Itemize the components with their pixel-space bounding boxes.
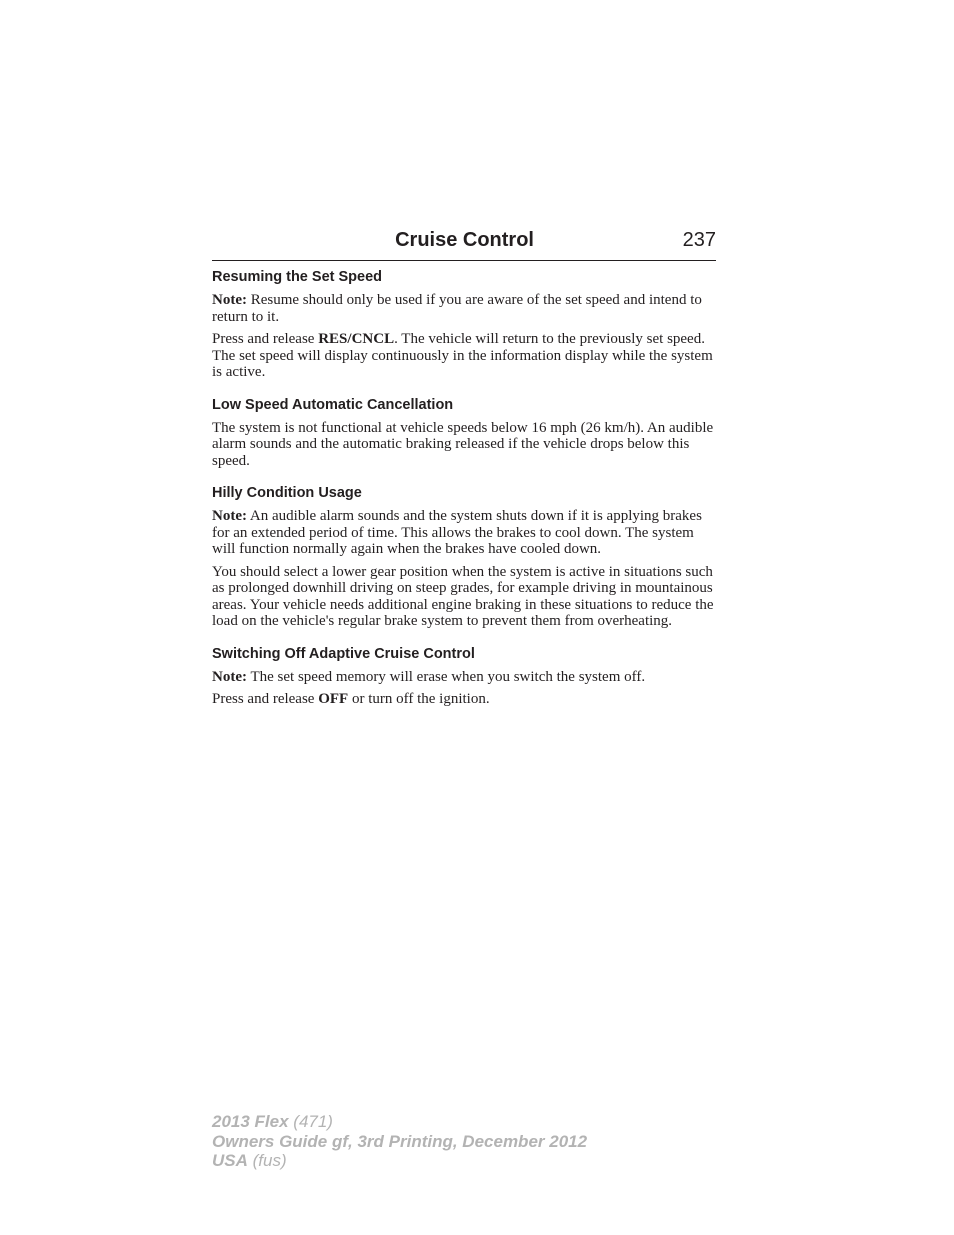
- page-title: Cruise Control: [395, 229, 534, 251]
- note-text: Resume should only be used if you are aware of the set speed and intend to return to it.: [212, 292, 702, 325]
- section-heading: Low Speed Automatic Cancellation: [212, 396, 454, 413]
- body-paragraph: [212, 331, 718, 381]
- body-paragraph: [212, 691, 718, 708]
- body-paragraph: You should select a lower gear position when the system is active in situations such as prolonged downhill driving on steep grades, for example driving in mountainous areas. Your vehicle needs additional engine braking in these situations to reduce the load on the vehicle's regular brake system to prevent them from overheating.: [212, 563, 714, 629]
- note-label: Note:: [212, 668, 247, 685]
- footer-line-printing: [212, 1132, 587, 1152]
- footer-region: USA: [212, 1151, 248, 1170]
- page-number: 237: [682, 229, 716, 251]
- text-run: Press and release: [212, 331, 319, 347]
- control-name: RES/CNCL: [318, 331, 395, 347]
- body-paragraph: The system is not functional at vehicle speeds below 16 mph (26 km/h). An audible alarm sounds and the automatic braking released if the vehicle drops below this speed.: [212, 419, 714, 469]
- note-paragraph: [212, 669, 718, 686]
- note-text: An audible alarm sounds and the system shuts down if it is applying brakes for an extended period of time. This allows the brakes to cool down. The system will function normally again when the brakes have cooled down.: [212, 508, 702, 557]
- text-run: . The vehicle will return to the previously set speed. The set speed will display continuously in the information display while the system is active.: [212, 331, 713, 380]
- control-name: OFF: [318, 691, 349, 707]
- footer-line-model: [212, 1112, 587, 1132]
- footer-line-region: [212, 1151, 587, 1171]
- section-heading: Resuming the Set Speed: [212, 269, 383, 285]
- text-run: Press and release: [212, 691, 319, 707]
- section-low-speed-cancellation: [212, 395, 718, 470]
- section-heading: Hilly Condition Usage: [212, 485, 362, 501]
- page-header: [212, 228, 716, 261]
- section-switching-off: [212, 644, 718, 708]
- page-content: [212, 267, 718, 722]
- text-run: or turn off the ignition.: [348, 691, 490, 707]
- note-paragraph: [212, 292, 718, 325]
- footer-printing: Owners Guide gf, 3rd Printing, December 2012: [212, 1131, 588, 1151]
- note-label: Note:: [212, 508, 247, 524]
- note-text: The set speed memory will erase when you switch the system off.: [246, 668, 646, 685]
- section-resuming-set-speed: [212, 267, 718, 381]
- section-hilly-condition: [212, 483, 718, 630]
- footer-region-code: (fus): [247, 1151, 287, 1170]
- note-label: Note:: [212, 292, 247, 308]
- page-footer: [212, 1112, 587, 1171]
- note-paragraph: [212, 508, 718, 558]
- footer-model: 2013 Flex: [212, 1112, 289, 1131]
- section-heading: Switching Off Adaptive Cruise Control: [212, 645, 475, 662]
- footer-model-code: (471): [288, 1112, 333, 1131]
